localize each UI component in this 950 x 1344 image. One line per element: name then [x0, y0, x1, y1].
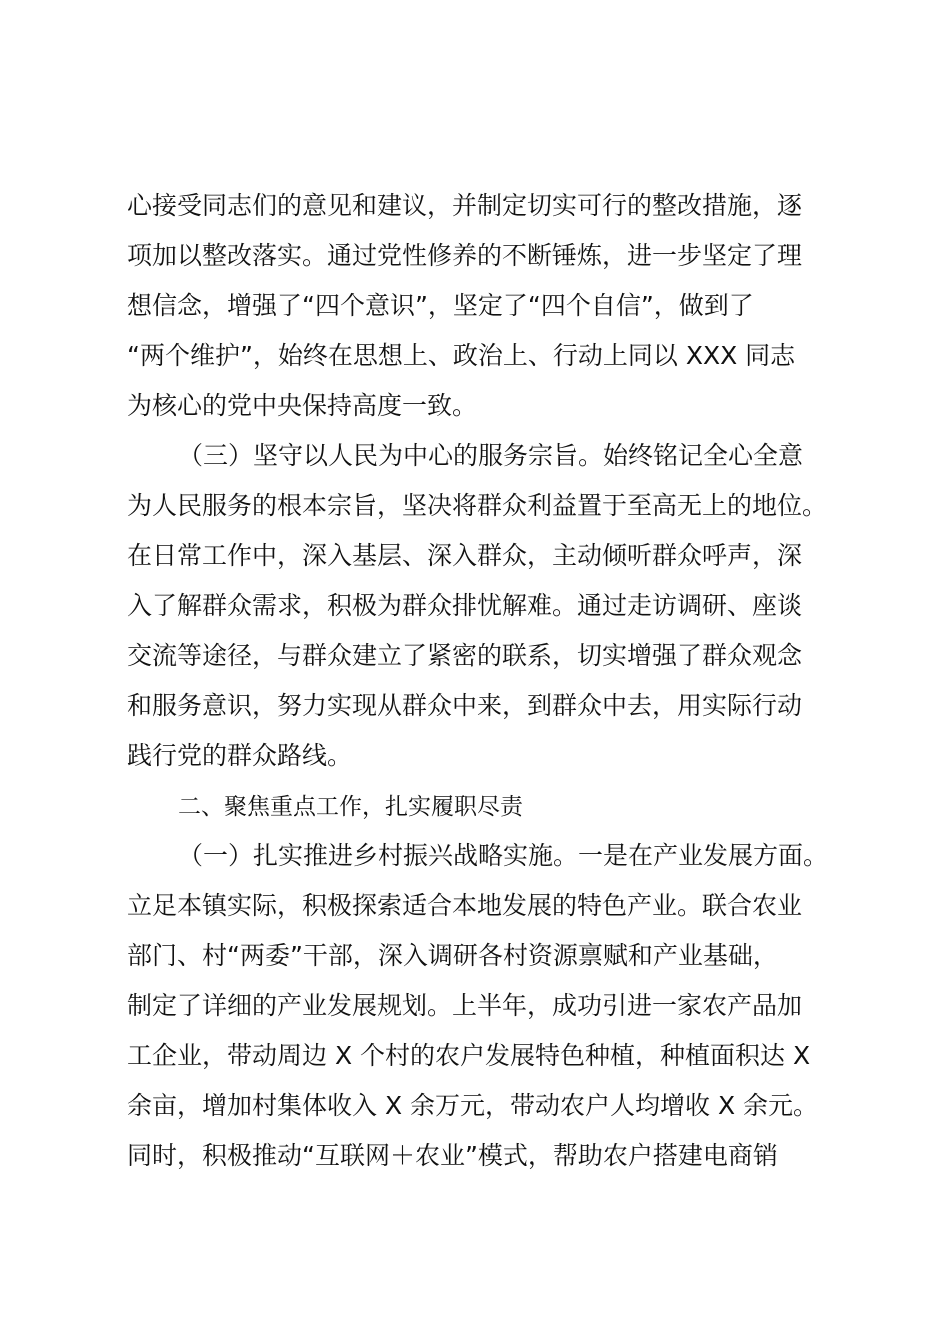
text-line-5: 为核心的党中央保持高度一致。 — [127, 391, 478, 420]
text-line-18: 工企业，带动周边 X 个村的农户发展特色种植，种植面积达 X — [127, 1041, 811, 1070]
paragraph-1-start: （一）扎实推进乡村振兴战略实施。一是在产业发展方面。 — [178, 841, 829, 870]
text-line-16: 部门、村“两委”干部，深入调研各村资源禀赋和产业基础， — [127, 941, 778, 970]
text-line-7: 为人民服务的根本宗旨，坚决将群众利益置于至高无上的地位。 — [127, 491, 828, 520]
text-line-19: 余亩，增加村集体收入 X 余万元，带动农户人均增收 X 余元。 — [127, 1091, 819, 1120]
text-line-2: 项加以整改落实。通过党性修养的不断锤炼，进一步坚定了理 — [127, 241, 803, 270]
text-line-4: “两个维护”，始终在思想上、政治上、行动上同以 XXX 同志 — [127, 341, 796, 370]
text-line-8: 在日常工作中，深入基层、深入群众，主动倾听群众呼声，深 — [127, 541, 803, 570]
text-line-3: 想信念，增强了“四个意识”，坚定了“四个自信”，做到了 — [127, 291, 754, 320]
section-heading: 二、聚焦重点工作，扎实履职尽责 — [178, 793, 523, 819]
text-line-15: 立足本镇实际，积极探索适合本地发展的特色产业。联合农业 — [127, 891, 803, 920]
text-line-12: 践行党的群众路线。 — [127, 741, 353, 770]
paragraph-3-start: （三）坚守以人民为中心的服务宗旨。始终铭记全心全意 — [178, 441, 804, 470]
text-line-1: 心接受同志们的意见和建议，并制定切实可行的整改措施，逐 — [127, 191, 803, 220]
text-line-11: 和服务意识，努力实现从群众中来，到群众中去，用实际行动 — [127, 691, 803, 720]
text-line-20: 同时，积极推动“互联网＋农业”模式，帮助农户搭建电商销 — [127, 1141, 778, 1170]
text-line-17: 制定了详细的产业发展规划。上半年，成功引进一家农产品加 — [127, 991, 803, 1020]
text-line-10: 交流等途径，与群众建立了紧密的联系，切实增强了群众观念 — [127, 641, 803, 670]
text-line-9: 入了解群众需求，积极为群众排忧解难。通过走访调研、座谈 — [127, 591, 803, 620]
